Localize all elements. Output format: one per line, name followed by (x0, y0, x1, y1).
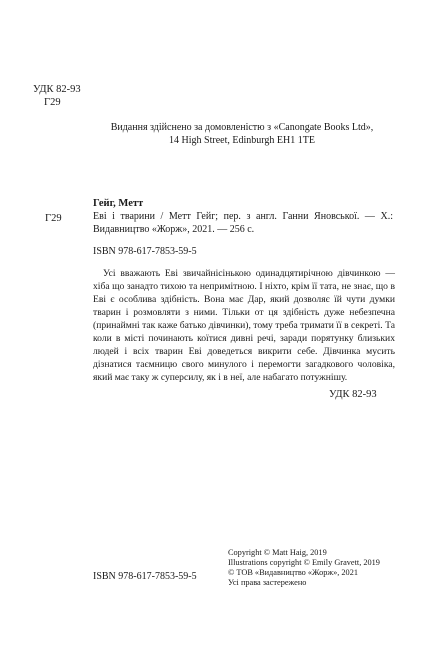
isbn-bottom: ISBN 978-617-7853-59-5 (93, 571, 197, 582)
annotation: Усі вважають Еві звичайнісінькою одинадцятирічною дівчинкою — хіба що занадто тихою та непримітною. І ніхто, крім її тата, не знає, що в Еві є особлива здібність. Вона має Дар, який дозволяє їй чути думки тварин і розмовляти з ними. Тільки от ця здібність дуже небезпечна (принаймні так каже батько дівчинки), тому треба тримати її в секреті. Та коли в місті починають коїтися дивні речі, заради порятунку близьких людей і всіх тварин Еві доведеться викрити себе. Дівчинка мусить дізнатися таємницю свого минулого і перемогти загадкового чоловіка, який має таку ж суперсилу, як і в неї, але набагато потужнішу. (93, 268, 395, 383)
copyright-line-3: © ТОВ «Видавництво «Жорж», 2021 (228, 568, 358, 577)
isbn-top: ISBN 978-617-7853-59-5 (93, 246, 197, 257)
author-mark-left: Г29 (45, 213, 62, 224)
udk-code: УДК 82-93 (33, 84, 81, 95)
copyright-line-2: Illustrations copyright © Emily Gravett, 2019 (228, 558, 380, 567)
edition-note-line2: 14 High Street, Edinburgh EH1 1TE (169, 135, 315, 146)
copyright-line-1: Copyright © Matt Haig, 2019 (228, 548, 327, 557)
edition-note-line1: Видання здійснено за домовленістю з «Canongate Books Ltd», (110, 122, 374, 133)
copyright-block (228, 548, 408, 588)
edition-note (92, 121, 392, 147)
copyright-line-4: Усі права застережено (228, 578, 307, 587)
udk-code-bottom: УДК 82-93 (329, 389, 377, 400)
author-mark: Г29 (44, 97, 61, 108)
bibliographic-record: Еві і тварини / Метт Гейг; пер. з англ. Ганни Яновської. — Х.: Видавництво «Жорж», 2021. — 256 с. (93, 211, 393, 235)
udk-block-top (33, 83, 81, 109)
author-heading: Гейг, Метт (93, 198, 144, 209)
